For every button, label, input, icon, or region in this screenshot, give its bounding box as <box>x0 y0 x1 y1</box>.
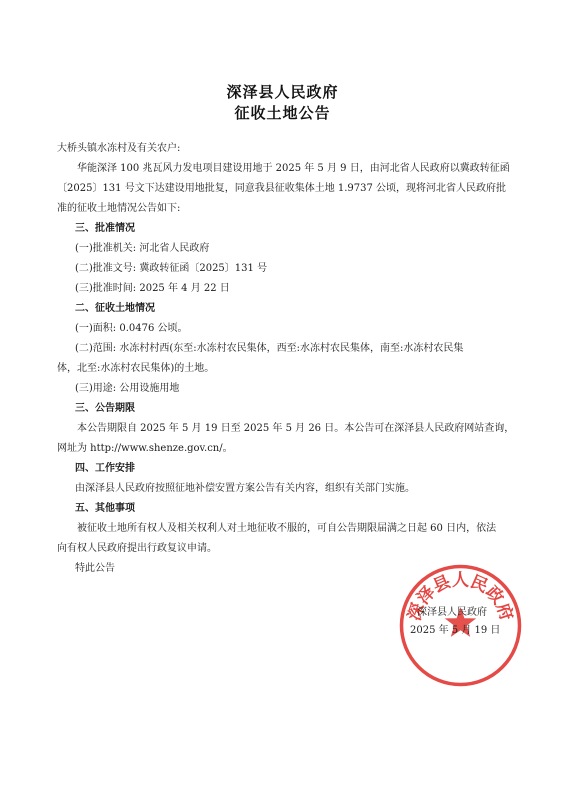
land-scope-line-2: 体，北至:水冻村农民集体)的土地。 <box>57 363 215 374</box>
work-line-1: 由深泽县人民政府按照征地补偿安置方案公告有关内容，组织有关部门实施。 <box>75 483 415 494</box>
land-area: (一)面积: 0.0476 公顷。 <box>75 323 188 334</box>
other-line-1: 被征收土地所有权人及相关权利人对土地征收不服的，可自公告期限届满之日起 60 日内，依法 <box>77 523 497 534</box>
page-title: 深泽县人民政府 <box>226 83 339 101</box>
page-subtitle: 征收土地公告 <box>234 104 331 122</box>
signature-date: 2025 年 5 月 19 日 <box>410 625 501 636</box>
period-line-1: 本公告期限自 2025 年 5 月 19 日至 2025 年 5 月 26 日。本公告可在深泽县人民政府网站查询， <box>77 423 515 434</box>
period-line-2: 网址为 http://www.shenze.gov.cn/。 <box>57 443 233 454</box>
addressee: 大桥头镇水冻村及有关农户: <box>57 143 181 154</box>
land-purpose: (三)用途: 公用设施用地 <box>75 383 180 394</box>
approval-authority: (一)批准机关: 河北省人民政府 <box>75 243 210 254</box>
seal-text: 深泽县人民政府 <box>404 570 517 624</box>
intro-line-3: 准的征收土地情况公告如下: <box>57 203 181 214</box>
approval-document-no: (二)批准文号: 冀政转征函〔2025〕131 号 <box>75 263 268 274</box>
intro-line-2: 〔2025〕131 号文下达建设用地批复，同意我县征收集体土地 1.9737 公顷，现将河北省人民政府批 <box>57 183 507 194</box>
land-scope-line-1: (二)范围: 水冻村村西(东至:水冻村农民集体，西至:水冻村农民集体，南至:水冻村农民集 <box>75 343 464 354</box>
section-work-heading: 四、工作安排 <box>75 463 135 474</box>
signature-issuer: 深泽县人民政府 <box>417 607 487 618</box>
section-approval-heading: 三、批准情况 <box>75 223 135 234</box>
approval-date: (三)批准时间: 2025 年 4 月 22 日 <box>75 283 230 294</box>
intro-line-1: 华能深泽 100 兆瓦风力发电项目建设用地于 2025 年 5 月 9 日，由河北省人民政府以冀政转征函 <box>77 163 510 174</box>
section-period-heading: 三、公告期限 <box>75 403 135 414</box>
section-land-heading: 二、征收土地情况 <box>75 303 155 314</box>
section-other-heading: 五、其他事项 <box>75 503 135 514</box>
other-line-2: 向有权人民政府提出行政复议申请。 <box>57 543 217 554</box>
closing-text: 特此公告 <box>75 563 115 574</box>
